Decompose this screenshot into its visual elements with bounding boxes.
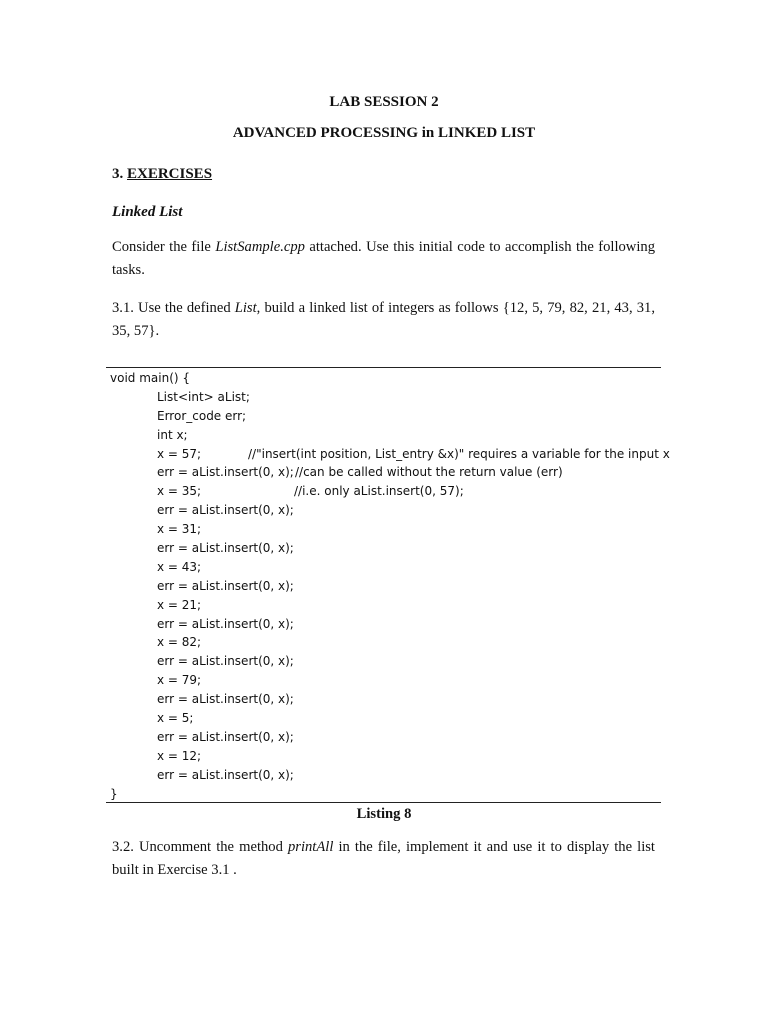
code-text: err = aList.insert(0, x); [157,616,294,631]
code-text: err = aList.insert(0, x); [157,541,294,556]
code-text: x = 5; [157,711,194,726]
lab-session-title: LAB SESSION 2 [329,94,439,110]
para2-text-a: 3.1. Use the defined [112,300,235,316]
code-text: err = aList.insert(0, x); [157,503,294,518]
lab-subtitle: ADVANCED PROCESSING in LINKED LIST [232,125,536,141]
code-text: x = 57; [157,446,202,461]
paragraph-exercise-3-2 [112,836,655,882]
code-text: x = 35; [157,484,202,499]
para1-text-a: Consider the file [112,239,216,255]
para1-text-c: attached. Use this initial code to accomplish the following tasks. [112,239,655,278]
code-line [110,690,294,709]
code-line [110,388,294,407]
code-line [110,747,294,766]
para1-filename: ListSample.cpp [215,239,305,255]
code-line [110,482,464,501]
para3-method-name: printAll [287,839,334,855]
code-text: int x; [157,427,188,442]
section-number: 3. [112,166,127,182]
code-line [110,558,294,577]
code-text: err = aList.insert(0, x); [157,729,294,744]
code-line-open: void main() { [110,371,191,385]
para3-text-a: 3.2. Uncomment the method [112,839,288,855]
code-line [110,501,294,520]
section-heading [112,165,212,183]
code-text: x = 82; [157,635,202,650]
subheading-linked-list: Linked List [112,204,183,220]
code-text: List<int> aList; [157,389,250,404]
code-line [110,709,294,728]
code-line [110,577,294,596]
code-line [110,615,294,634]
code-text: err = aList.insert(0, x); [157,465,294,480]
section-label: EXERCISES [127,166,213,182]
code-text: Error_code err; [157,408,247,423]
code-comment: //can be called without the return value (err) [295,465,563,480]
code-listing [110,369,670,803]
code-text: x = 79; [157,673,202,688]
code-text: x = 31; [157,522,202,537]
code-comment: //i.e. only aList.insert(0, 57); [294,484,464,499]
para2-text-c: , build a linked list of integers as follows {12, 5, 79, 82, 21, 43, 31, 35, 57}. [112,300,655,339]
code-line [110,728,294,747]
code-text: err = aList.insert(0, x); [157,578,294,593]
code-line [110,766,294,785]
code-text: x = 12; [157,748,202,763]
listing-caption: Listing 8 [356,806,412,822]
code-comment: //"insert(int position, List_entry &x)" requires a variable for the input x [248,446,670,461]
code-line [110,463,563,482]
code-line [110,426,294,445]
code-line-close: } [110,786,118,801]
para2-list-term: List [234,300,257,316]
code-top-rule [106,367,661,368]
code-text: x = 43; [157,559,202,574]
code-line [110,539,294,558]
para3-text-c: in the file, implement it and use it to display the list built in Exercise 3.1 . [112,839,655,878]
code-line [110,596,294,615]
code-text: err = aList.insert(0, x); [157,654,294,669]
code-line [110,520,294,539]
code-line [110,633,294,652]
code-line [110,407,294,426]
code-text: x = 21; [157,597,202,612]
code-text: err = aList.insert(0, x); [157,692,294,707]
code-line [110,652,294,671]
paragraph-intro [112,236,655,282]
code-bottom-rule [106,802,661,803]
code-text: err = aList.insert(0, x); [157,767,294,782]
code-line [110,671,294,690]
code-line [110,445,670,464]
paragraph-exercise-3-1 [112,297,655,343]
